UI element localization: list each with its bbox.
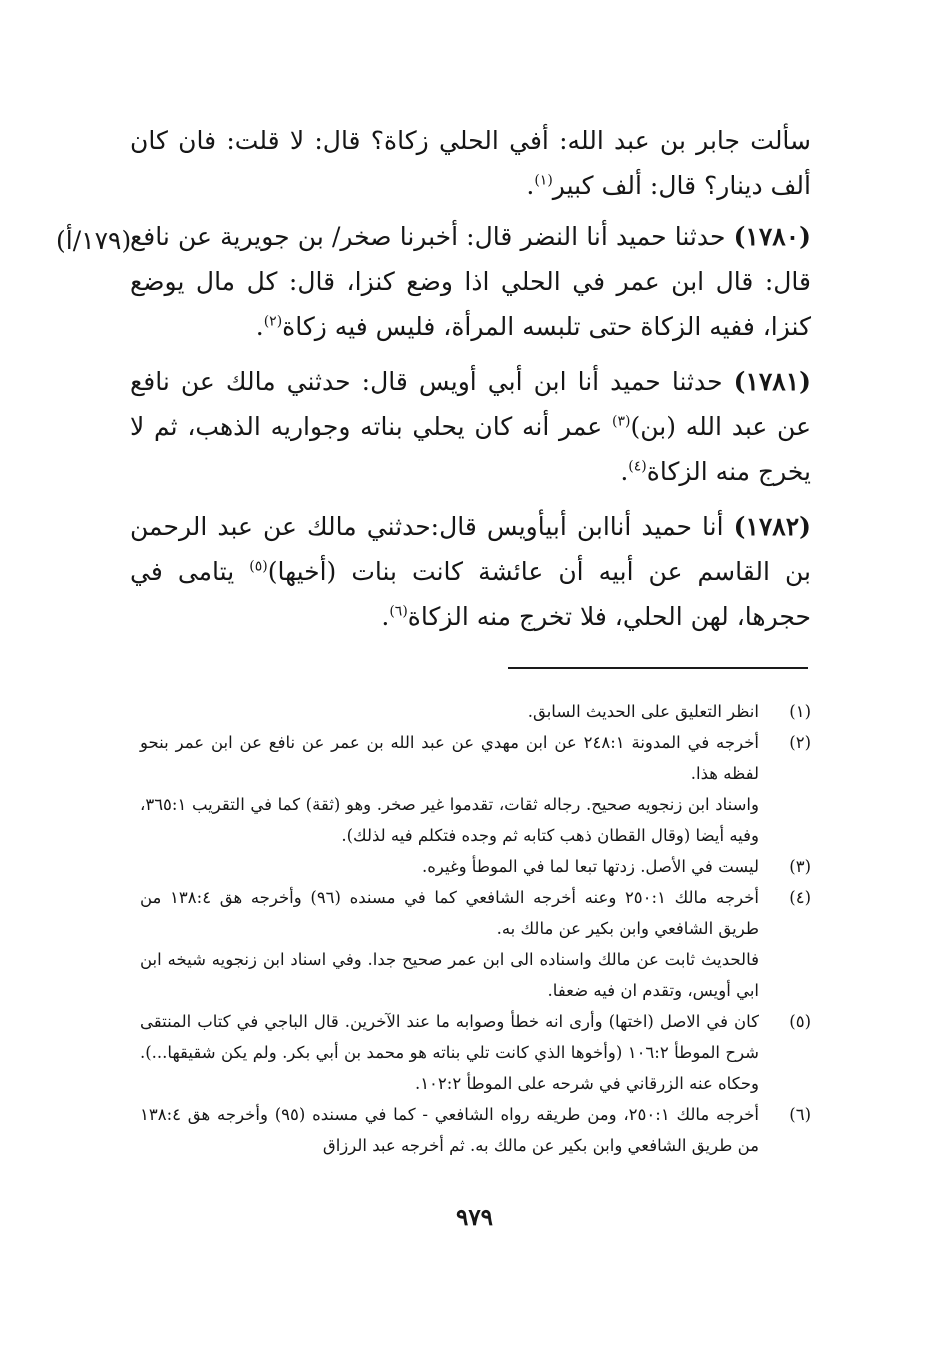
footnote-text: ليست في الأصل. زدتها تبعا لما في الموطأ وغيره. <box>421 857 759 876</box>
footnote <box>140 1006 811 1099</box>
sentence-end: . <box>381 602 390 631</box>
footnote-number: (١) <box>789 702 811 721</box>
paragraph-text: يتامى في حجرها، لهن الحلي، فلا تخرج منه الزكاة <box>130 557 811 631</box>
page-number: ٩٧٩ <box>455 1204 494 1231</box>
footnote-number: (٢) <box>789 733 811 752</box>
footnote-ref: (١) <box>534 172 553 189</box>
footnote-ref: (٣) <box>612 413 631 430</box>
footnote <box>140 882 811 1006</box>
main-text <box>130 118 811 645</box>
footnote-number: (٤) <box>789 888 811 907</box>
hadith-number: (١٧٨٠) <box>733 222 811 251</box>
footnote-text: أخرجه مالك ٢٥٠:١، ومن طريقه رواه الشافعي - كما في مسنده (٩٥) وأخرجه هق ١٣٨:٤ من طريق الشافعي وابن بكير عن مالك به. ثم أخرجه عبد الرزاق <box>140 1105 759 1155</box>
hadith-number: (١٧٨١) <box>733 367 812 396</box>
sentence-end: . <box>620 457 629 486</box>
paragraph-text: حدثنا حميد أنا ابن أبي أويس قال: حدثني مالك عن نافع عن عبد الله (بن) <box>130 367 811 441</box>
footnote-ref: (٦) <box>389 603 408 620</box>
footnote <box>140 1099 811 1161</box>
footnote-text: أخرجه في المدونة ٢٤٨:١ عن ابن مهدي عن عبد الله بن عمر عن نافع عن ابن عمر بنحو لفظه هذا. <box>140 733 759 783</box>
footnote-text: كان في الاصل (اختها) وأرى انه خطأ وصوابه ما عند الآخرين. قال الباجي في كتاب المنتقى شرح الموطأ ١٠٦:٢ (وأخوها الذي كانت تلي بناته هو محمد بن أبي بكر. ولم يكن شقيقها...). وحكاه عنه الزرقاني في شرحه على الموطأ ١٠٢:٢. <box>140 1012 760 1093</box>
footnote <box>140 851 811 882</box>
footnote-number: (٣) <box>789 857 811 876</box>
paragraph-hadith-1781 <box>130 359 811 494</box>
paragraph-hadith-1780 <box>130 214 811 349</box>
paragraph-hadith-1782 <box>130 504 811 639</box>
folio-marker: (١٧٩/أ) <box>56 226 132 255</box>
footnote <box>140 696 811 727</box>
footnote-number: (٥) <box>789 1012 811 1031</box>
footnote-ref: (٤) <box>628 458 647 475</box>
paragraph-text: حدثنا حميد أنا النضر قال: أخبرنا صخر/ بن جويرية عن <box>178 222 726 251</box>
hadith-number: (١٧٨٢) <box>733 512 812 541</box>
paragraph-intro <box>130 118 811 208</box>
footnote-text: أخرجه مالك ٢٥٠:١ وعنه أخرجه الشافعي كما في مسنده (٩٦) وأخرجه هق ١٣٨:٤ من طريق الشافعي وابن بكير عن مالك به. <box>140 888 759 938</box>
sentence-end: . <box>526 171 535 200</box>
footnote <box>140 727 811 851</box>
footnote-number: (٦) <box>789 1105 811 1124</box>
footnote-text: فالحديث ثابت عن مالك واسناده الى ابن عمر صحيح جدا. وفي اسناد ابن زنجويه شيخه ابن ابي أويس، وتقدم ان فيه ضعفا. <box>140 950 759 1000</box>
paragraph-text: عمر أنه كان يحلي بناته وجواريه الذهب، ثم لا يخرج منه الزكاة <box>130 412 811 486</box>
paragraph-text: نافع قال: قال ابن عمر في الحلي اذا وضع كنزا، قال: كل مال يوضع كنزا، ففيه الزكاة حتى تلبسه المرأة، فليس فيه زكاة <box>130 222 811 341</box>
footnotes <box>140 696 811 1161</box>
paragraph-text: أنا حميد أناابن أبيأويس قال:حدثني مالك عن عبد الرحمن بن القاسم عن أبيه أن عائشة كانت بنات (أخيها) <box>130 512 811 586</box>
footnote-ref: (٥) <box>249 558 268 575</box>
footnote-ref: (٢) <box>263 313 283 330</box>
footnote-text: انظر التعليق على الحديث السابق. <box>527 702 759 721</box>
sentence-end: . <box>255 312 264 341</box>
paragraph-text: سألت جابر بن عبد الله: أفي الحلي زكاة؟ قال: لا قلت: فان كان ألف دينار؟ قال: ألف كبير <box>130 126 811 200</box>
footnote-separator <box>508 667 808 669</box>
footnote-text: واسناد ابن زنجويه صحيح. رجاله ثقات، تقدموا غير صخر. وهو (ثقة) كما في التقريب ٣٦٥:١، وفيه أيضا (وقال القطان ذهب كتابه ثم وجده فتكلم فيه لذلك). <box>140 795 759 845</box>
